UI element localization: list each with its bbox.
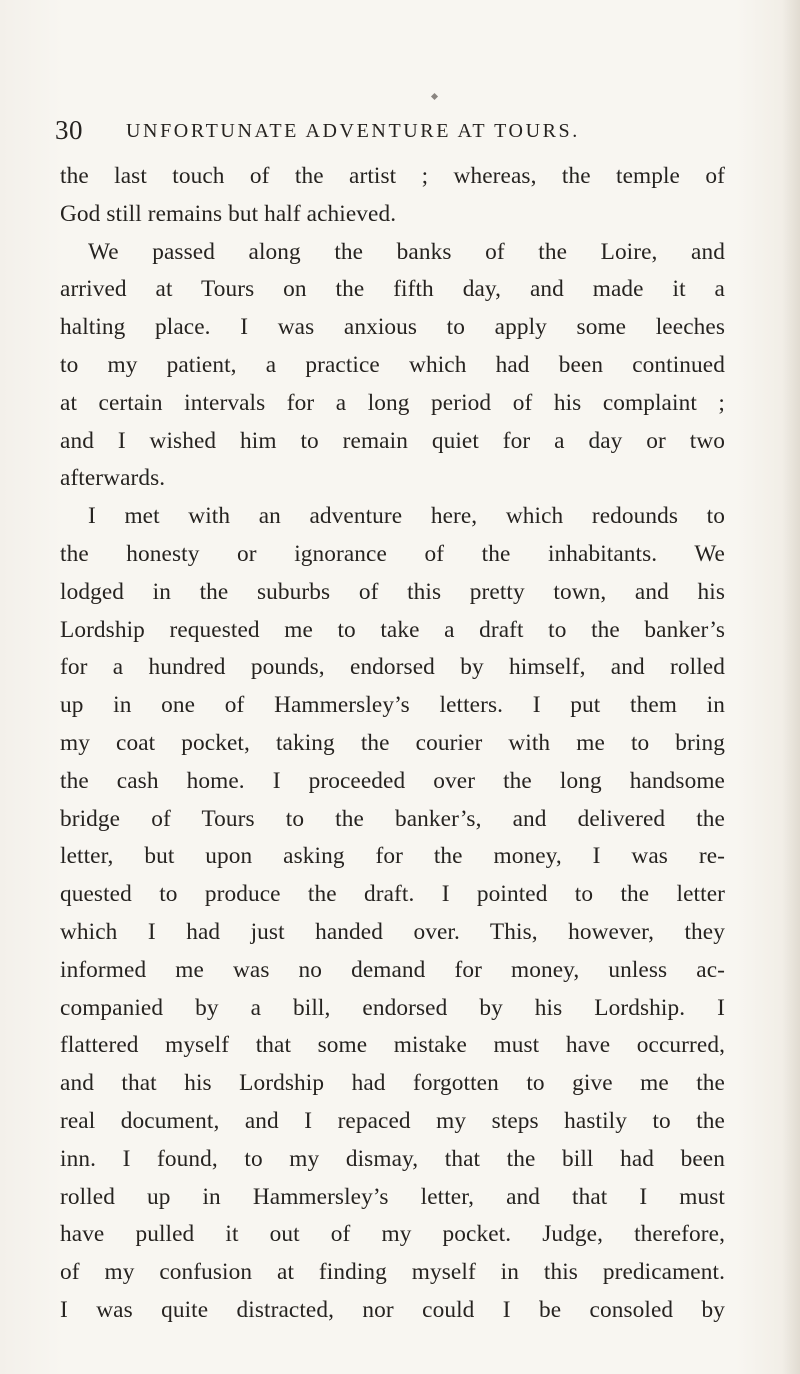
text-line: companied by a bill, endorsed by his Lordship. I [60, 994, 725, 1021]
running-title: UNFORTUNATE ADVENTURE AT TOURS. [126, 120, 580, 142]
text-line: We passed along the banks of the Loire, and [88, 238, 725, 265]
body-text [60, 158, 725, 1330]
text-line: Lordship requested me to take a draft to the banker’s [60, 616, 725, 643]
text-line: rolled up in Hammersley’s letter, and that I must [60, 1183, 725, 1210]
text-line: afterwards. [60, 465, 166, 492]
text-line: informed me was no demand for money, unless ac- [60, 956, 725, 983]
text-line: to my patient, a practice which had been continued [60, 351, 725, 378]
page-header [55, 113, 685, 147]
text-line: the cash home. I proceeded over the long handsome [60, 767, 725, 794]
text-line: up in one of Hammersley’s letters. I put them in [60, 692, 725, 719]
text-line: which I had just handed over. This, however, they [60, 918, 725, 945]
text-line: at certain intervals for a long period of his complaint ; [60, 389, 725, 416]
text-line: quested to produce the draft. I pointed to the letter [60, 881, 725, 908]
text-line: inn. I found, to my dismay, that the bill had been [60, 1145, 725, 1172]
text-line: for a hundred pounds, endorsed by himself, and rolled [60, 654, 725, 681]
text-line: the honesty or ignorance of the inhabitants. We [60, 540, 725, 567]
text-line: flattered myself that some mistake must have occurred, [60, 1032, 725, 1059]
text-line: the last touch of the artist ; whereas, the temple of [60, 163, 725, 189]
text-line: have pulled it out of my pocket. Judge, therefore, [60, 1221, 725, 1248]
text-line: and that his Lordship had forgotten to give me the [60, 1070, 725, 1097]
text-line: real document, and I repaced my steps hastily to the [60, 1107, 725, 1134]
text-line: of my confusion at finding myself in this predicament. [60, 1259, 725, 1286]
page-edge-shadow [782, 0, 800, 1374]
text-line: lodged in the suburbs of this pretty town, and his [60, 578, 725, 605]
text-line: I was quite distracted, nor could I be consoled by [60, 1296, 725, 1323]
text-line: bridge of Tours to the banker’s, and delivered the [60, 805, 725, 832]
text-line: halting place. I was anxious to apply some leeches [60, 314, 725, 341]
text-line: God still remains but half achieved. [60, 200, 397, 227]
text-line: letter, but upon asking for the money, I was re- [60, 843, 725, 870]
text-line: and I wished him to remain quiet for a day or two [60, 427, 725, 454]
text-line: my coat pocket, taking the courier with me to bring [60, 729, 725, 756]
printer-mark [431, 93, 438, 100]
text-line: arrived at Tours on the fifth day, and made it a [60, 276, 725, 303]
page-number: 30 [55, 115, 83, 145]
text-line: I met with an adventure here, which redounds to [88, 503, 725, 530]
